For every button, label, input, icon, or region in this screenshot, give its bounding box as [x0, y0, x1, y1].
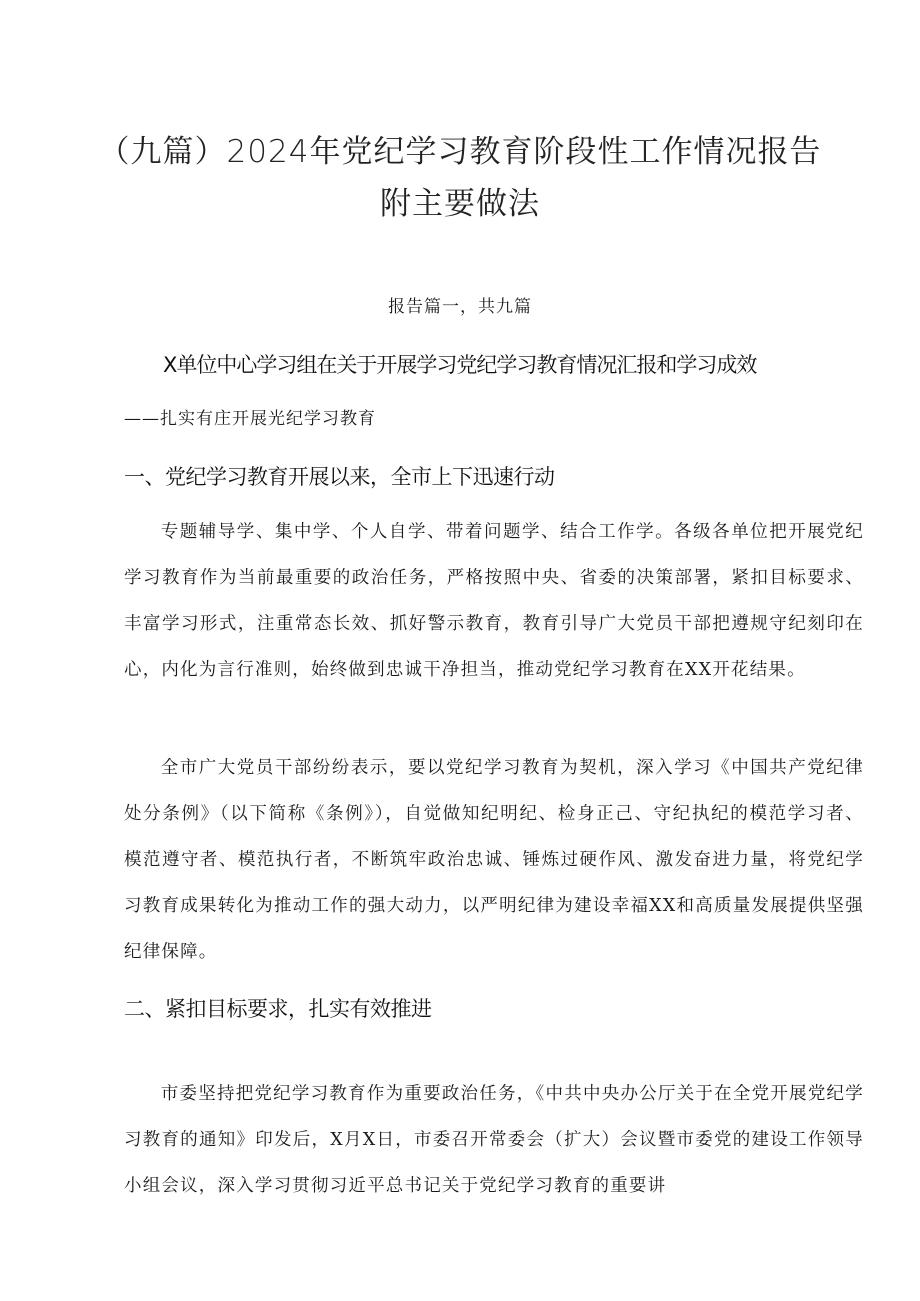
document-title-line-2: 附主要做法: [380, 186, 540, 222]
document-subtitle: 报告篇一，共九篇: [388, 297, 532, 317]
report-dash-subtitle: ——扎实有庄开展光纪学习教育: [124, 409, 376, 429]
section-heading-1: 一、党纪学习教育开展以来，全市上下迅速行动: [124, 465, 555, 489]
section-2-paragraph-1: 市委坚持把党纪学习教育作为重要政治任务，《中共中央办公厅关于在全党开展党纪学习教育的通知》印发后，X月X日，市委召开常委会（扩大）会议暨市委党的建设工作领导小组会议，深入学习贯彻习近平总书记关于党纪学习教育的重要讲: [124, 1084, 864, 1196]
section-1-paragraph-1: 专题辅导学、集中学、个人自学、带着问题学、结合工作学。各级各单位把开展党纪学习教育作为当前最重要的政治任务，严格按照中央、省委的决策部署，紧扣目标要求、丰富学习形式，注重常态长效、抓好警示教育，教育引导广大党员干部把遵规守纪刻印在心，内化为言行准则，始终做到忠诚干净担当，推动党纪学习教育在XX开花结果。: [124, 522, 864, 680]
document-title-line-1: （九篇）2024年党纪学习教育阶段性工作情况报告: [98, 134, 822, 170]
unit-report-title: X单位中心学习组在关于开展学习党纪学习教育情况汇报和学习成效: [163, 353, 757, 377]
section-heading-2: 二、紧扣目标要求，扎实有效推进: [124, 997, 432, 1021]
section-1-paragraph-2: 全市广大党员干部纷纷表示，要以党纪学习教育为契机，深入学习《中国共产党纪律处分条例》（以下简称《条例》），自觉做知纪明纪、检身正己、守纪执纪的模范学习者、模范遵守者、模范执行者，不断筑牢政治忠诚、锤炼过硬作风、激发奋进力量，将党纪学习教育成果转化为推动工作的强大动力，以严明纪律为建设幸福XX和高质量发展提供坚强纪律保障。: [124, 758, 864, 962]
